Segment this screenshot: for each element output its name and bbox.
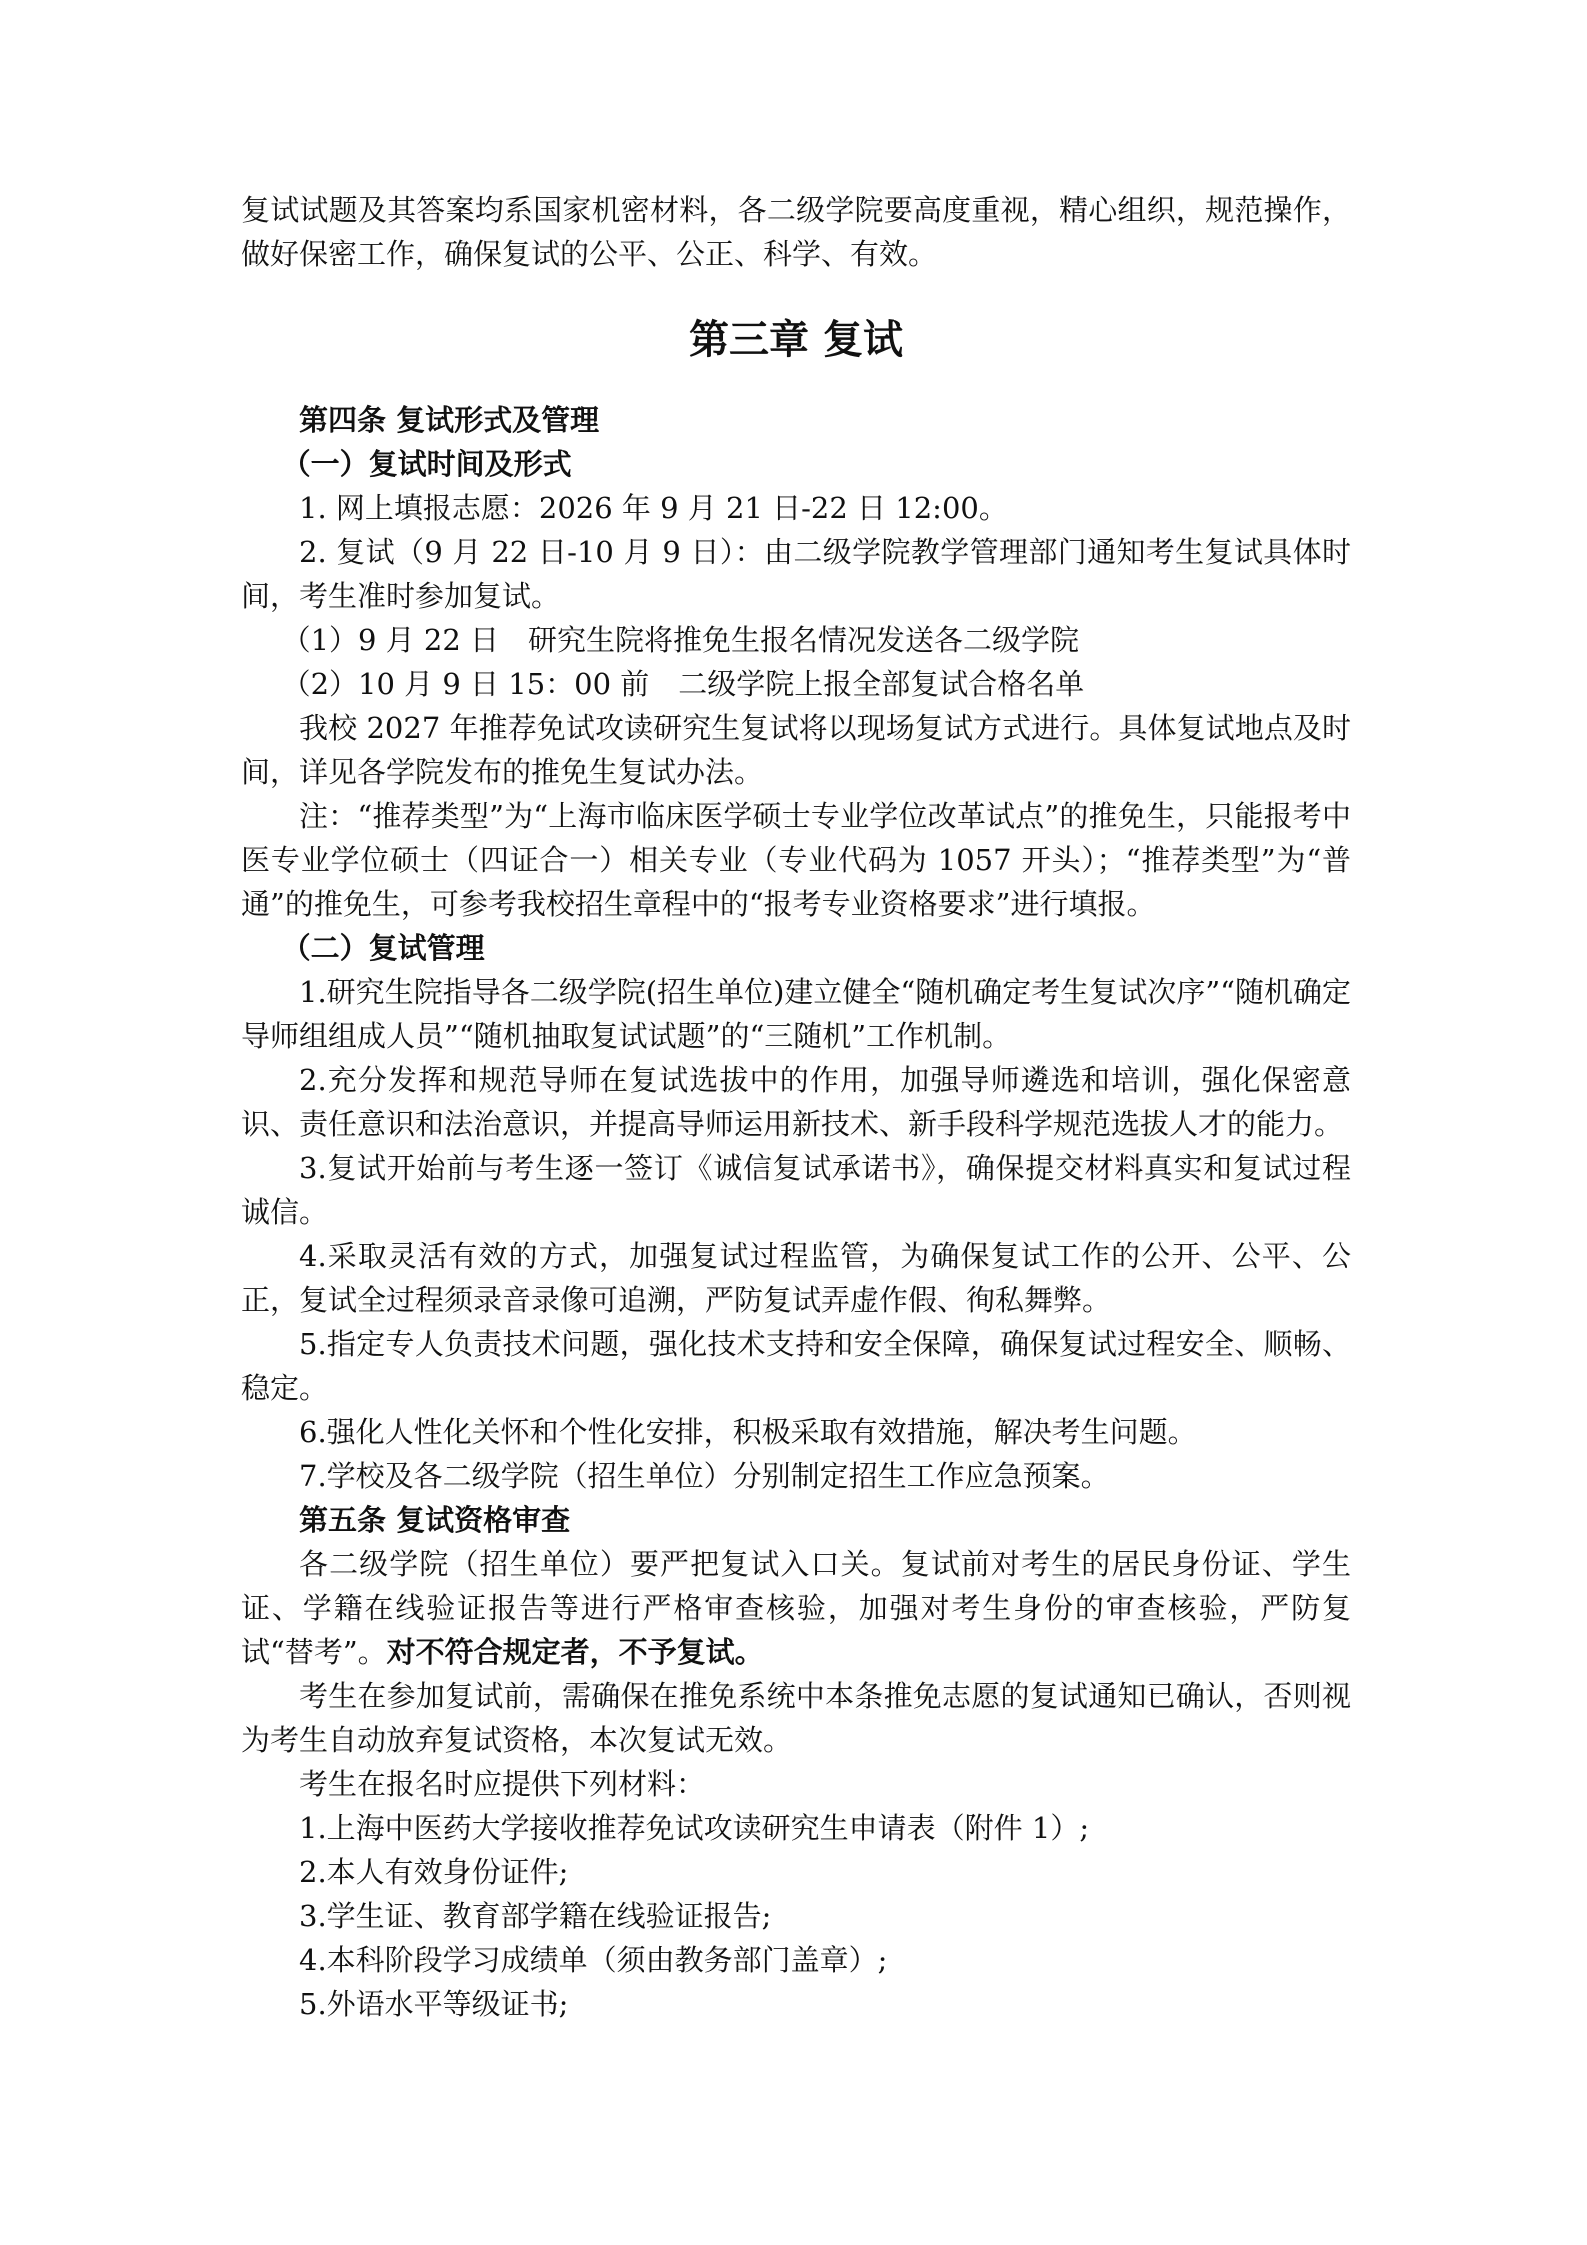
mgmt-item: 5.指定专人负责技术问题，强化技术支持和安全保障，确保复试过程安全、顺畅、稳定。 <box>241 1327 1351 1405</box>
document-page <box>241 188 1351 2026</box>
article4-heading: 第四条 复试形式及管理 <box>299 403 600 437</box>
mgmt-item: 7.学校及各二级学院（招生单位）分别制定招生工作应急预案。 <box>299 1459 1110 1493</box>
mgmt-item: 2.充分发挥和规范导师在复试选拔中的作用，加强导师遴选和培训，强化保密意识、责任意识和法治意识，并提高导师运用新技术、新手段科学规范选拔人才的能力。 <box>241 1063 1351 1141</box>
confirm-paragraph: 考生在参加复试前，需确保在推免系统中本条推免志愿的复试通知已确认，否则视为考生自动放弃复试资格，本次复试无效。 <box>241 1679 1351 1757</box>
material-item: 5.外语水平等级证书; <box>299 1987 569 2021</box>
chapter-title: 第三章 复试 <box>689 317 903 363</box>
material-item: 3.学生证、教育部学籍在线验证报告; <box>299 1899 772 1933</box>
note-paragraph: 注：“推荐类型”为“上海市临床医学硕士专业学位改革试点”的推免生，只能报考中医专业学位硕士（四证合一）相关专业（专业代码为 1057 开头）；“推荐类型”为“普通”的推免生，可参考我校招生章程中的“报考专业资格要求”进行填报。 <box>241 799 1351 921</box>
schedule-item-1: 1. 网上填报志愿：2026 年 9 月 21 日-22 日 12:00。 <box>299 491 1008 525</box>
section1-heading: （一）复试时间及形式 <box>281 447 572 481</box>
article5-heading: 第五条 复试资格审查 <box>299 1503 571 1537</box>
mgmt-item: 3.复试开始前与考生逐一签订《诚信复试承诺书》，确保提交材料真实和复试过程诚信。 <box>241 1151 1351 1229</box>
mgmt-item: 1.研究生院指导各二级学院(招生单位)建立健全“随机确定考生复试次序”“随机确定导师组组成人员”“随机抽取复试试题”的“三随机”工作机制。 <box>241 975 1351 1053</box>
materials-intro: 考生在报名时应提供下列材料： <box>299 1767 706 1801</box>
review-paragraph-text: 各二级学院（招生单位）要严把复试入口关。复试前对考生的居民身份证、学生证、学籍在线验证报告等进行严格审查核验，加强对考生身份的审查核验，严防复试“替考”。 <box>241 1547 1351 1669</box>
review-paragraph <box>241 1542 1351 1674</box>
section2-heading: （二）复试管理 <box>281 931 485 965</box>
format-paragraph: 我校 2027 年推荐免试攻读研究生复试将以现场复试方式进行。具体复试地点及时间，详见各学院发布的推免生复试办法。 <box>241 711 1351 789</box>
schedule-subitem-2: （2）10 月 9 日 15：00 前 二级学院上报全部复试合格名单 <box>281 667 1085 701</box>
intro-paragraph: 复试试题及其答案均系国家机密材料，各二级学院要高度重视，精心组织，规范操作，做好保密工作，确保复试的公平、公正、科学、有效。 <box>241 193 1351 271</box>
review-paragraph-emphasis: 对不符合规定者，不予复试。 <box>386 1635 764 1669</box>
material-item: 1.上海中医药大学接收推荐免试攻读研究生申请表（附件 1）; <box>299 1811 1090 1845</box>
schedule-item-2: 2. 复试（9 月 22 日-10 月 9 日）：由二级学院教学管理部门通知考生复试具体时间，考生准时参加复试。 <box>241 535 1351 613</box>
material-item: 2.本人有效身份证件; <box>299 1855 569 1889</box>
mgmt-item: 6.强化人性化关怀和个性化安排，积极采取有效措施，解决考生问题。 <box>299 1415 1197 1449</box>
schedule-subitem-1: （1）9 月 22 日 研究生院将推免生报名情况发送各二级学院 <box>281 623 1080 657</box>
mgmt-item: 4.采取灵活有效的方式，加强复试过程监管，为确保复试工作的公开、公平、公正，复试全过程须录音录像可追溯，严防复试弄虚作假、徇私舞弊。 <box>241 1239 1351 1317</box>
material-item: 4.本科阶段学习成绩单（须由教务部门盖章）; <box>299 1943 888 1977</box>
